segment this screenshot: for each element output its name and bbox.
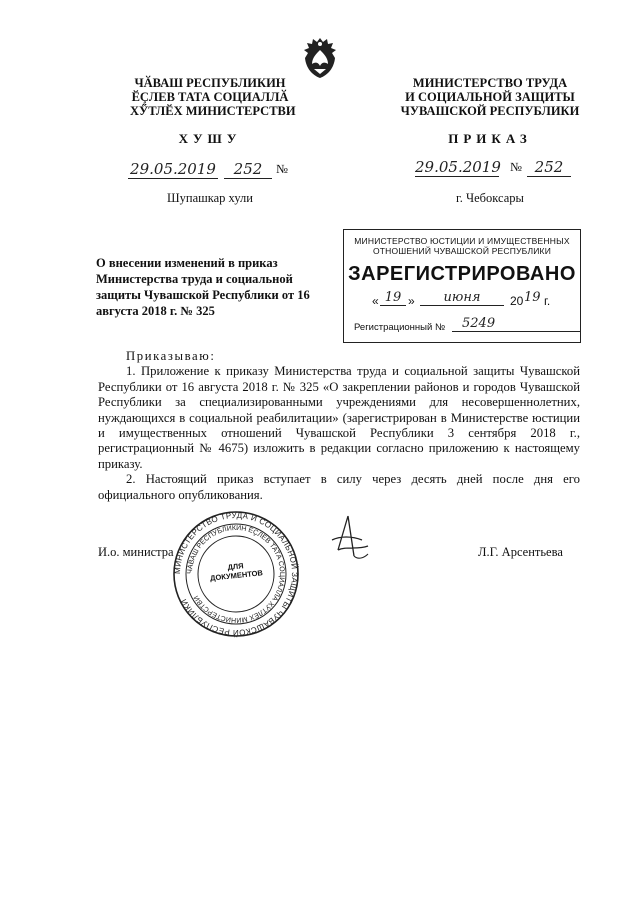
signer-position: И.о. министра	[98, 545, 174, 559]
stamp-status: ЗАРЕГИСТРИРОВАНО	[348, 263, 576, 285]
stamp-reg-number: 5249	[452, 316, 580, 332]
stamp-year-suffix: 19	[524, 290, 541, 305]
left-place: Шупашкар хули	[167, 191, 253, 205]
right-number-sign: №	[510, 160, 522, 174]
stamp-month: июня	[420, 290, 504, 306]
right-date-number-line	[415, 158, 580, 178]
stamp-day: 19	[380, 290, 406, 306]
left-organization-name: ЧӐВАШ РЕСПУБЛИКИН ӖҪЛЕВ ТАТА СОЦИАЛЛӐ ХӲТЛӖХ МИНИСТЕРСТВИ	[130, 76, 296, 118]
stamp-year-prefix: 20	[510, 294, 524, 308]
left-date-number-line	[128, 160, 293, 180]
stamp-reg-number-line	[354, 318, 574, 336]
paragraph-1: 1. Приложение к приказу Министерства труда и социальной защиты Чувашской Республики от 16 августа 2018 г. № 325 «О закреплении районов и городов Чувашской Республики за специализированными учреждениями для несовершеннолетних, нуждающихся в социальной реабилитации» (зарегистрирован в Министерстве юстиции и имущественных отношений Чувашской Республики 3 сентября 2018 г., регистрационный № 4675) изложить в редакции согласно приложению к настоящему приказу.	[98, 364, 580, 471]
stamp-date-line: « 19 » июня 20 19 г.	[372, 290, 551, 308]
right-number: 252	[527, 158, 571, 177]
left-doc-type: ХУШУ	[178, 131, 242, 146]
order-word: Приказываю:	[126, 349, 216, 363]
stamp-reg-label: Регистрационный №	[354, 322, 446, 333]
stamp-year-end: г.	[544, 294, 551, 308]
handwritten-signature	[318, 510, 378, 570]
stamp-ministry-line-2: ОТНОШЕНИЙ ЧУВАШСКОЙ РЕСПУБЛИКИ	[372, 246, 552, 256]
document-title: О внесении изменений в приказ Министерства труда и социальной защиты Чувашской Республики от 16 августа 2018 г. № 325	[96, 256, 310, 318]
seal-inner-ring-text: ЧӐВАШ РЕСПУБЛИКИН ӖҪЛЕВ ТАТА СОЦИАЛЛӐ ХӲТЛӖХ МИНИСТЕРСТВИ	[186, 524, 286, 624]
left-number-sign: №	[276, 162, 288, 176]
document-body	[98, 349, 580, 503]
seal-ring-text: МИНИСТЕРСТВО ТРУДА И СОЦИАЛЬНОЙ ЗАЩИТЫ ЧУВАШСКОЙ РЕСПУБЛИКИ	[172, 510, 300, 638]
right-place: г. Чебоксары	[456, 191, 524, 205]
stamp-ministry-line-1: МИНИСТЕРСТВО ЮСТИЦИИ И ИМУЩЕСТВЕННЫХ	[354, 236, 570, 246]
registration-stamp	[343, 229, 581, 343]
paragraph-2: 2. Настоящий приказ вступает в силу через десять дней после дня его официального опубликования.	[98, 472, 580, 502]
signer-name: Л.Г. Арсентьева	[478, 545, 563, 559]
seal-center-text: ДЛЯ ДОКУМЕНТОВ	[209, 561, 264, 583]
right-date: 29.05.2019	[415, 158, 501, 176]
left-date: 29.05.2019	[128, 160, 218, 179]
official-seal	[172, 510, 300, 638]
right-organization-name: МИНИСТЕРСТВО ТРУДА И СОЦИАЛЬНОЙ ЗАЩИТЫ ЧУВАШСКОЙ РЕСПУБЛИКИ	[400, 76, 580, 118]
right-doc-type: ПРИКАЗ	[448, 131, 532, 146]
left-number: 252	[224, 160, 272, 179]
coat-of-arms-emblem	[300, 36, 340, 80]
